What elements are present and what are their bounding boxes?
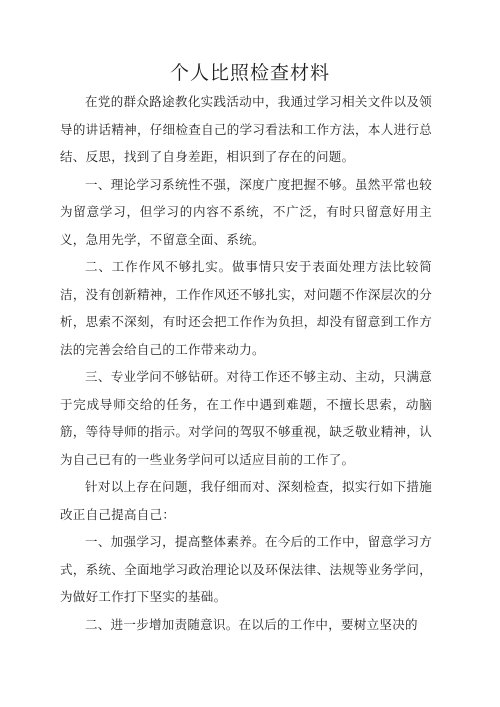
paragraph-issue-3: 三、专业学问不够钻研。对待工作还不够主动、主动，只满意于完成导师交给的任务，在工作中遇到难题，不擅长思索，动脑筋，等待导师的指示。对学问的驾驭不够重视，缺乏敬业精神，认为自己已有的一些业务学问可以适应目前的工作了。 (60, 369, 432, 467)
paragraph-measure-1: 一、加强学习，提高整体素养。在今后的工作中，留意学习方式，系统、全面地学习政治理论以及环保法律、法规等业务学问，为做好工作打下坚实的基础。 (60, 534, 432, 604)
paragraph-issue-1: 一、理论学习系统性不强，深度广度把握不够。虽然平常也较为留意学习，但学习的内容不系统，不广泛，有时只留意好用主义，急用先学，不留意全面、系统。 (60, 176, 432, 247)
paragraph-issue-2: 二、工作作风不够扎实。做事情只安于表面处理方法比较简洁，没有创新精神，工作作风还不够扎实，对问题不作深层次的分析，思索不深刻，有时还会把工作作为负担，却没有留意到工作方法的完善会给自己的工作带来动力。 (60, 259, 432, 357)
paragraph-intro: 在党的群众路途教化实践活动中，我通过学习相关文件以及领导的讲话精神，仔细检查自己的学习看法和工作方法，本人进行总结、反思，找到了自身差距，相识到了存在的问题。 (60, 94, 432, 164)
document-body (60, 88, 432, 638)
paragraph-measure-2: 二、进一步增加责随意识。在以后的工作中，要树立坚决的 (85, 616, 418, 632)
document-title: 个人比照检查材料 (169, 62, 330, 84)
paragraph-measures-intro: 针对以上存在问题，我仔细而对、深刻检查，拟实行如下措施改正自己提高自己： (60, 479, 432, 522)
